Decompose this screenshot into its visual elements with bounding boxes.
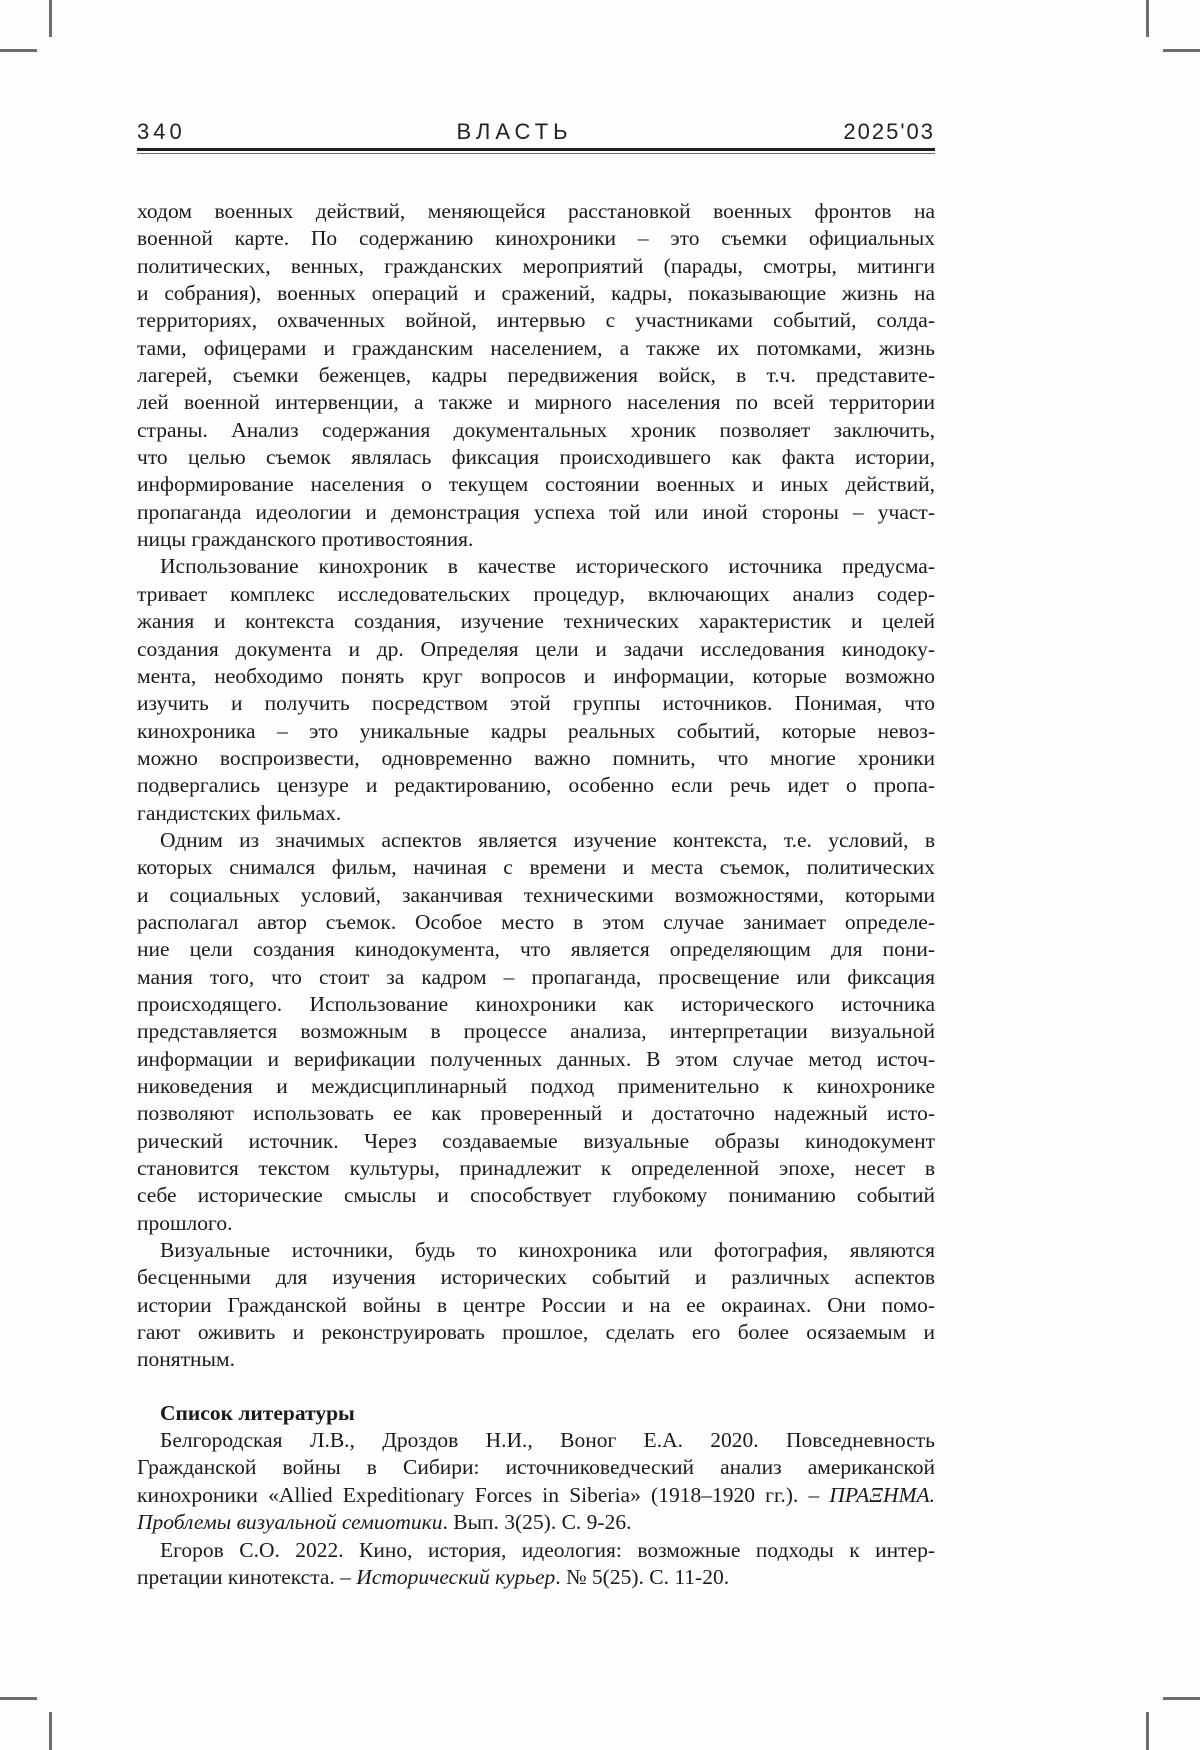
text-line: располагал автор съемок. Особое место в этом случае занимает определе- — [137, 909, 935, 934]
text-line: себе исторические смыслы и способствует глубокому пониманию событий — [137, 1183, 935, 1208]
text-line: лей военной интервенции, а также и мирного населения по всей территории — [137, 390, 935, 415]
text-line: можно воспроизвести, одновременно важно помнить, что многие хроники — [137, 745, 935, 770]
reference-entry — [137, 1427, 935, 1536]
text-line: Белгородская Л.В., Дроздов Н.И., Воног Е.А. 2020. Повседневность — [160, 1428, 935, 1453]
text-line: истории Гражданской войны в центре России и на ее окраинах. Они помо- — [137, 1292, 935, 1317]
text-line: Проблемы визуальной семиотики. Вып. 3(25). С. 9-26. — [137, 1510, 632, 1535]
text-line: гают оживить и реконструировать прошлое, сделать его более осязаемым и — [137, 1320, 935, 1345]
references-heading: Список литературы — [160, 1400, 355, 1425]
text-line: претации кинотекста. – Исторический курьер. № 5(25). С. 11-20. — [137, 1564, 730, 1589]
text-line: понятным. — [137, 1347, 235, 1372]
text-line: создания документа и др. Определяя цели и задачи исследования кинодоку- — [137, 636, 935, 661]
paragraph — [137, 553, 935, 826]
text-line: происходящего. Использование кинохроники как исторического источника — [137, 991, 935, 1016]
journal-title: ВЛАСТЬ — [456, 119, 573, 144]
references-container — [137, 1427, 935, 1591]
header-rule — [137, 148, 935, 154]
paragraphs-container — [137, 198, 935, 1374]
crop-mark-top-left-horizontal — [0, 49, 37, 52]
text-line: кинохроники «Allied Expeditionary Forces in Siberia» (1918–1920 гг.). – ПРАΞНМА. — [137, 1482, 935, 1507]
text-line: тривает комплекс исследовательских процедур, включающих анализ содер- — [137, 581, 935, 606]
crop-mark-bottom-left-horizontal — [0, 1697, 37, 1700]
text-line: что целью съемок являлась фиксация происходившего как факта истории, — [137, 445, 935, 470]
text-line: позволяют использовать ее как проверенный и достаточно надежный исто- — [137, 1101, 935, 1126]
text-line: рический источник. Через создаваемые визуальные образы кинодокумент — [137, 1128, 935, 1153]
text-line: ходом военных действий, меняющейся расстановкой военных фронтов на — [137, 199, 935, 223]
text-line: политических, венных, гражданских мероприятий (парады, смотры, митинги — [137, 253, 935, 278]
article-body — [137, 198, 935, 1591]
text-line: мания того, что стоит за кадром – пропаганда, просвещение или фиксация — [137, 964, 935, 989]
paragraph — [137, 1237, 935, 1374]
crop-mark-bottom-right-vertical — [1146, 1712, 1149, 1750]
text-line: ние цели создания кинодокумента, что является определяющим для пони- — [137, 937, 935, 962]
text-line: и социальных условий, заканчивая техническими возможностями, которыми — [137, 882, 935, 907]
text-line: становится текстом культуры, принадлежит к определенной эпохе, несет в — [137, 1156, 935, 1181]
text-line: прошлого. — [137, 1210, 233, 1235]
running-head — [137, 119, 935, 145]
text-line: кинохроника – это уникальные кадры реальных событий, которые невоз- — [137, 718, 935, 743]
text-line: Визуальные источники, будь то кинохроника или фотография, являются — [160, 1238, 935, 1263]
text-line: бесценными для изучения исторических событий и различных аспектов — [137, 1265, 935, 1290]
crop-mark-bottom-right-horizontal — [1163, 1697, 1200, 1700]
text-line: и собрания), военных операций и сражений, кадры, показывающие жизнь на — [137, 281, 935, 306]
text-line: информации и верификации полученных данных. В этом случае метод источ- — [137, 1046, 935, 1071]
text-line: изучить и получить посредством этой группы источников. Понимая, что — [137, 691, 935, 716]
text-line: пропаганда идеологии и демонстрация успеха той или иной стороны – участ- — [137, 499, 935, 524]
page-number: 340 — [137, 119, 186, 144]
text-line: информирование населения о текущем состоянии военных и иных действий, — [137, 472, 935, 497]
text-line: тами, офицерами и гражданским населением, а также их потомками, жизнь — [137, 335, 935, 360]
text-line: представляется возможным в процессе анализа, интерпретации визуальной — [137, 1019, 935, 1044]
text-line: которых снимался фильм, начиная с времени и места съемок, политических — [137, 855, 935, 880]
text-line: ницы гражданского противостояния. — [137, 527, 474, 552]
crop-mark-bottom-left-vertical — [49, 1712, 52, 1750]
text-line: никоведения и междисциплинарный подход применительно к кинохронике — [137, 1074, 935, 1098]
text-line: территориях, охваченных войной, интервью с участниками событий, солда- — [137, 308, 935, 333]
text-line: жания и контекста создания, изучение технических характеристик и целей — [137, 609, 935, 634]
text-line: военной карте. По содержанию кинохроники – это съемки официальных — [137, 226, 935, 251]
issue-number: 2025'03 — [843, 119, 935, 144]
crop-mark-top-right-horizontal — [1163, 49, 1200, 52]
text-line: Одним из значимых аспектов является изучение контекста, т.е. условий, в — [160, 827, 935, 852]
crop-mark-top-right-vertical — [1146, 0, 1149, 37]
crop-mark-top-left-vertical — [49, 0, 52, 37]
text-line: Егоров С.О. 2022. Кино, история, идеология: возможные подходы к интер- — [160, 1537, 935, 1562]
text-line: Использование кинохроник в качестве исторического источника предусма- — [160, 554, 935, 579]
reference-entry — [137, 1537, 935, 1592]
text-line: подвергались цензуре и редактированию, особенно если речь идет о пропа- — [137, 773, 935, 798]
paragraph — [137, 827, 935, 1237]
text-line: страны. Анализ содержания документальных хроник позволяет заключить, — [137, 417, 935, 442]
text-line: Гражданской войны в Сибири: источниковедческий анализ американской — [137, 1455, 935, 1480]
text-line: мента, необходимо понять круг вопросов и информации, которые возможно — [137, 663, 935, 688]
paragraph — [137, 198, 935, 553]
text-line: гандистских фильмах. — [137, 800, 342, 825]
text-line: лагерей, съемки беженцев, кадры передвижения войск, в т.ч. представите- — [137, 363, 935, 388]
